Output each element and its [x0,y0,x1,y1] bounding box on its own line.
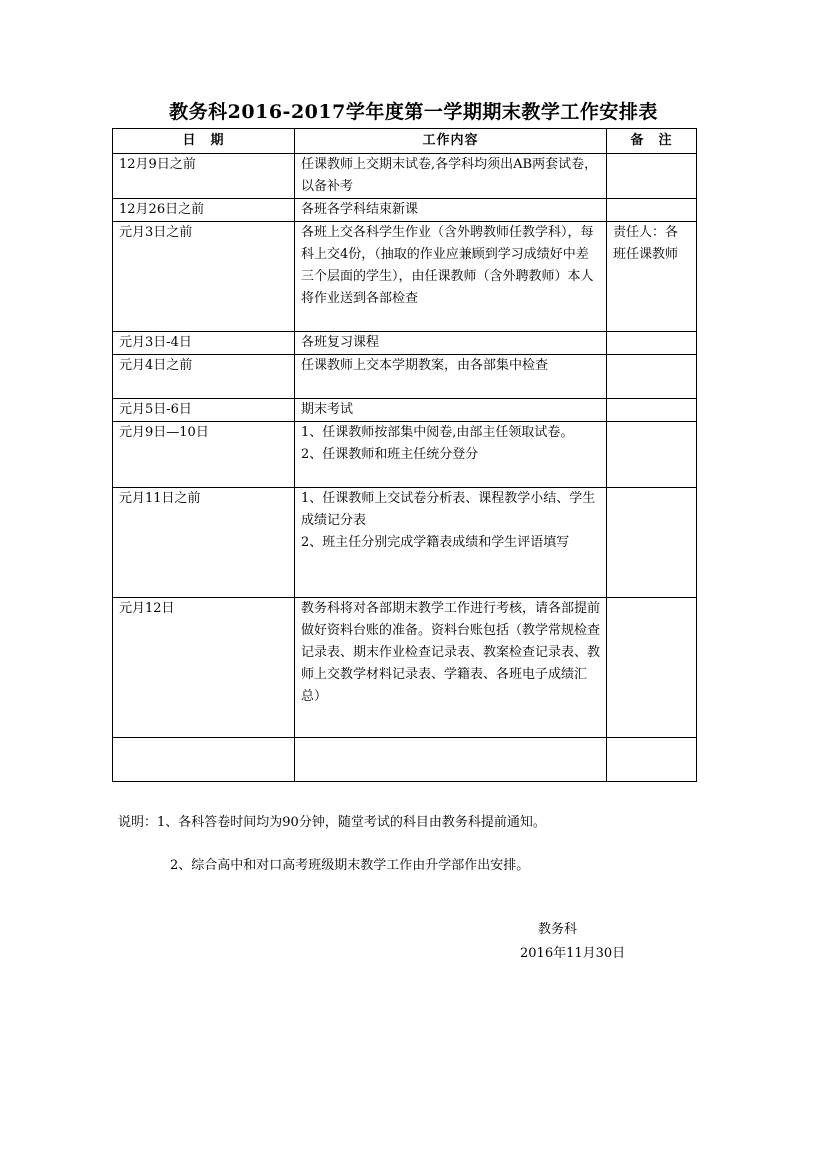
table-row [113,738,697,782]
cell-content: 教务科将对各部期末教学工作进行考核，请各部提前做好资料台账的准备。资料台账包括（教学常规检查记录表、期末作业检查记录表、教案检查记录表、教师上交教学材料记录表、学籍表、各班电子成绩汇总） [295,598,607,738]
table-row [113,598,697,738]
cell-date: 元月11日之前 [113,488,295,598]
cell-date: 12月26日之前 [113,199,295,222]
explanation-note-1: 说明：1、各科答卷时间均为90分钟，随堂考试的科目由教务科提前通知。 [118,815,546,830]
explanation-note-2: 2、综合高中和对口高考班级期末教学工作由升学部作出安排。 [170,858,530,873]
cell-note [607,199,697,222]
cell-content: 各班复习课程 [295,332,607,355]
cell-content: 任课教师上交本学期教案，由各部集中检查 [295,355,607,399]
table-row [113,222,697,332]
table-row [113,199,697,222]
cell-note [607,154,697,199]
cell-date: 元月4日之前 [113,355,295,399]
cell-date: 元月3日-4日 [113,332,295,355]
header-date: 日 期 [113,129,295,154]
cell-date: 元月9日—10日 [113,422,295,488]
cell-date: 12月9日之前 [113,154,295,199]
page-title: 教务科2016-2017学年度第一学期期末教学工作安排表 [169,101,658,123]
cell-date: 元月12日 [113,598,295,738]
table-row [113,332,697,355]
cell-content: 期末考试 [295,399,607,422]
table-row [113,154,697,199]
signature-dept: 教务科 [538,922,578,937]
cell-date [113,738,295,782]
cell-note [607,332,697,355]
cell-content: 任课教师上交期末试卷,各学科均须出AB两套试卷，以备补考 [295,154,607,199]
cell-content: 1、任课教师上交试卷分析表、课程教学小结、学生成绩记分表 2、班主任分别完成学籍表成绩和学生评语填写 [295,488,607,598]
header-content: 工作内容 [295,129,607,154]
cell-note [607,422,697,488]
table-row [113,488,697,598]
table-row [113,355,697,399]
cell-note [607,355,697,399]
table-header-row [113,129,697,154]
cell-date: 元月5日-6日 [113,399,295,422]
header-note: 备 注 [607,129,697,154]
table-row [113,399,697,422]
cell-note: 责任人：各班任课教师 [607,222,697,332]
cell-note [607,598,697,738]
cell-content: 各班各学科结束新课 [295,199,607,222]
signature-date: 2016年11月30日 [520,946,626,961]
cell-note [607,399,697,422]
cell-content: 1、任课教师按部集中阅卷,由部主任领取试卷。 2、任课教师和班主任统分登分 [295,422,607,488]
cell-note [607,738,697,782]
cell-content [295,738,607,782]
cell-content: 各班上交各科学生作业（含外聘教师任教学科），每科上交4份，（抽取的作业应兼顾到学习成绩好中差三个层面的学生），由任课教师（含外聘教师）本人将作业送到各部检查 [295,222,607,332]
table-row [113,422,697,488]
cell-date: 元月3日之前 [113,222,295,332]
schedule-table [112,128,697,782]
cell-note [607,488,697,598]
